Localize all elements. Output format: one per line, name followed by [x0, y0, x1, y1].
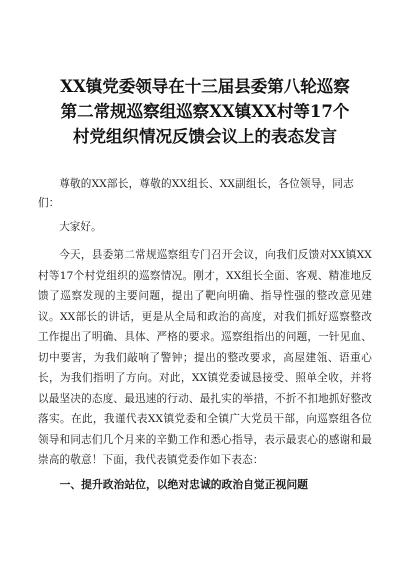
title-line-3: 村党组织情况反馈会议上的表态发言 — [73, 127, 337, 146]
greeting: 大家好。 — [59, 221, 102, 233]
salutation: 尊敬的XX部长，尊敬的XX组长、XX副组长，各位领导，同志们： — [38, 178, 354, 209]
document-title — [38, 74, 372, 149]
title-line-1: XX镇党委领导在十三届县委第八轮巡察 — [60, 77, 350, 96]
body-paragraph: 今天，县委第二常规巡察组专门召开会议，向我们反馈对XX镇XX村等17个村党组织的巡察情况。刚才，XX组长全面、客观、精准地反馈了巡察发现的主要问题，提出了靶向明确、指导性强的整改意见建议。XX部长的讲话，更是从全局和政治的高度，对我们抓好巡察整改工作提出了明确、具体、严格的要求。巡察组指出的问题，一针见血、切中要害，为我们敲响了警钟；提出的整改要求，高屋建瓴、语重心长，为我们指明了方向。对此，XX镇党委诚恳接受、照单全收，并将以最坚决的态度、最迅速的行动、最扎实的举措，不折不扣地抓好整改落实。在此，我谨代表XX镇党委和全镇广大党员干部，向巡察组各位领导和同志们几个月来的辛勤工作和悉心指导，表示最衷心的感谢和最崇高的敬意！下面，我代表镇党委作如下表态： — [38, 249, 372, 466]
section-heading-1: 一、提升政治站位，以绝对忠诚的政治自觉正视问题 — [59, 477, 308, 491]
title-line-2: 第二常规巡察组巡察XX镇XX村等17个 — [60, 102, 350, 121]
